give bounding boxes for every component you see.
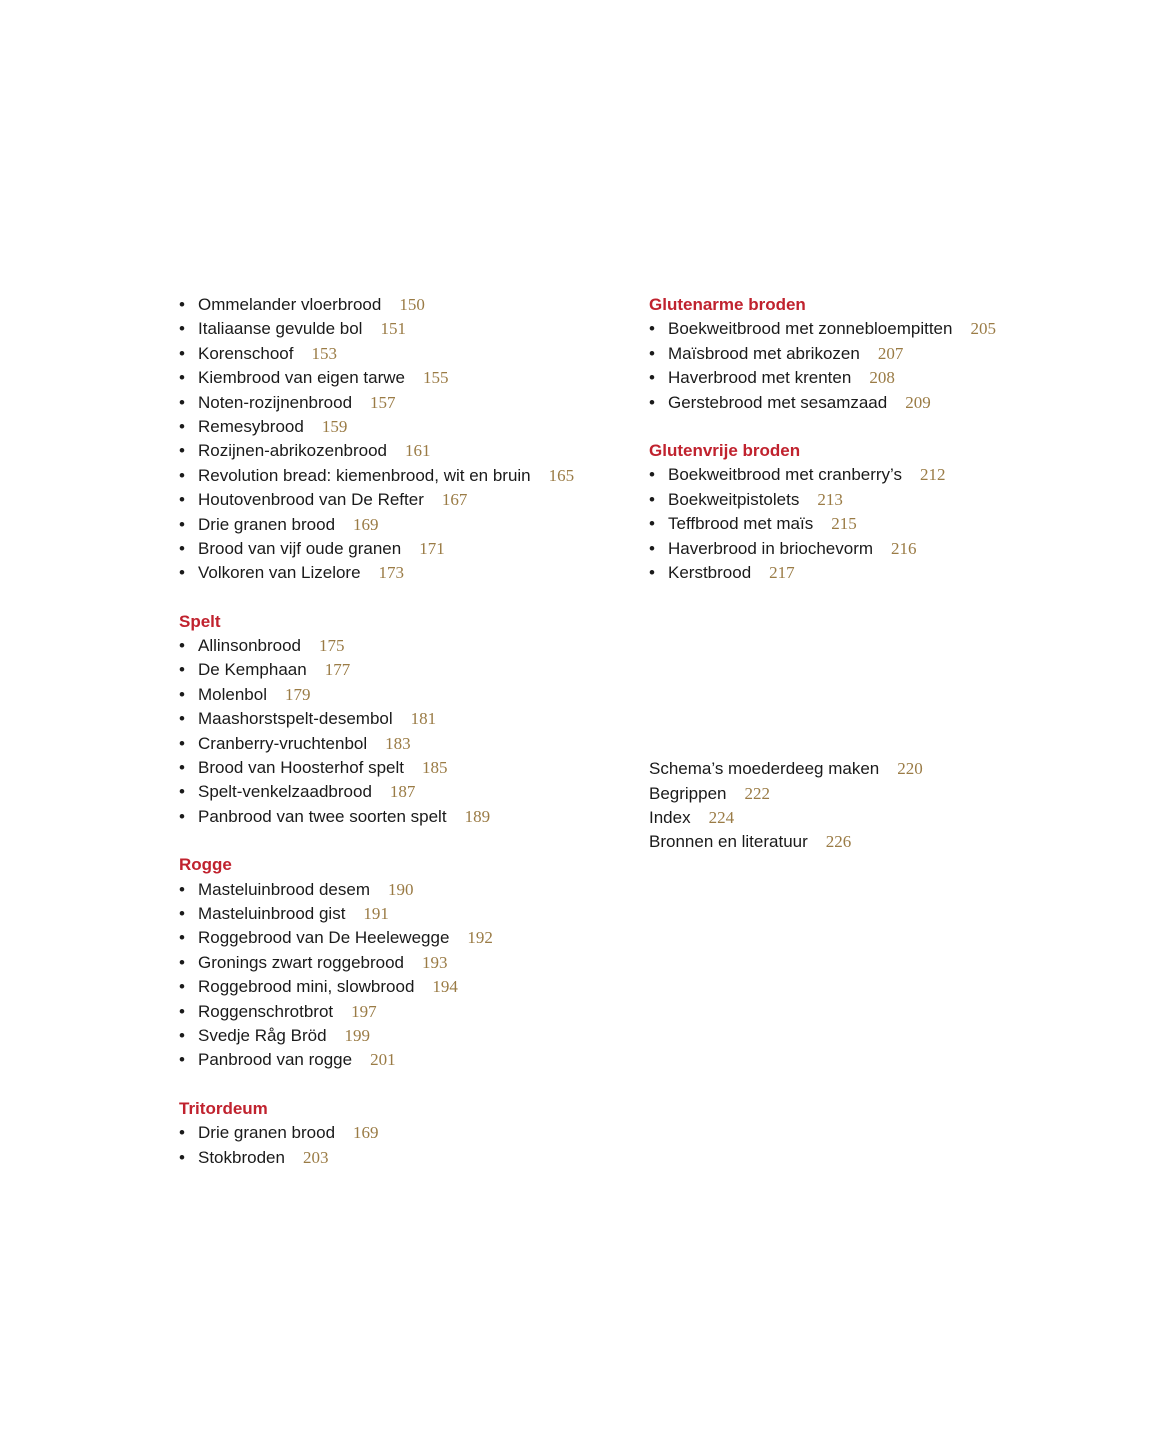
- section-heading-glutenarm: Glutenarme broden: [649, 295, 806, 314]
- entry-title: Volkoren van Lizelore: [198, 563, 361, 583]
- page-number: 217: [769, 562, 795, 582]
- page-number: 191: [363, 903, 389, 923]
- section-heading-tritordeum: Tritordeum: [179, 1098, 268, 1118]
- toc-entry[interactable]: [649, 537, 1109, 561]
- entry-title: Drie granen brood: [198, 1123, 336, 1143]
- page-number: 203: [302, 1147, 329, 1167]
- bullet-icon: •: [179, 1123, 185, 1143]
- toc-entry[interactable]: [179, 1000, 629, 1024]
- entry-title: Molenbol: [198, 684, 267, 704]
- page-number: 151: [380, 319, 406, 339]
- bullet-icon: •: [649, 514, 655, 534]
- spacer: [649, 609, 1109, 757]
- page-number: 183: [385, 733, 411, 753]
- entry-title: Brood van vijf oude granen: [198, 538, 402, 558]
- bullet-icon: •: [179, 733, 185, 753]
- bullet-icon: •: [179, 806, 185, 826]
- toc-entry[interactable]: [179, 366, 629, 390]
- entry-title: Bronnen en literatuur: [649, 832, 808, 852]
- page-number: 220: [897, 759, 923, 779]
- page-number: 171: [419, 538, 445, 558]
- bullet-icon: •: [179, 879, 185, 899]
- toc-entry[interactable]: [179, 658, 629, 682]
- bullet-icon: •: [649, 368, 655, 388]
- page-number: 167: [441, 490, 468, 510]
- entry-title: De Kemphaan: [198, 660, 307, 680]
- entry-title: Brood van Hoosterhof spelt: [198, 758, 405, 778]
- page-number: 190: [387, 879, 414, 899]
- toc-list: [649, 463, 1109, 585]
- page-number: 150: [399, 295, 425, 314]
- toc-section-spelt: [179, 610, 629, 830]
- bullet-icon: •: [179, 660, 185, 680]
- bullet-icon: •: [179, 368, 185, 388]
- toc-entry[interactable]: [179, 342, 629, 366]
- page-number: 179: [285, 684, 311, 704]
- bullet-icon: •: [179, 636, 185, 656]
- toc-entry[interactable]: [179, 634, 629, 658]
- entry-title: Remesybrood: [198, 416, 304, 436]
- toc-list: [179, 634, 629, 829]
- section-heading-spelt: Spelt: [179, 611, 221, 631]
- toc-entry[interactable]: [649, 561, 1109, 585]
- entry-title: Haverbrood in briochevorm: [668, 538, 874, 558]
- toc-entry[interactable]: [179, 805, 629, 829]
- toc-entry[interactable]: [179, 878, 629, 902]
- toc-entry[interactable]: [649, 366, 1109, 390]
- page-number: 161: [405, 441, 431, 461]
- entry-title: Noten-rozijnenbrood: [198, 392, 353, 412]
- page-number: 157: [370, 392, 396, 412]
- entry-title: Panbrood van rogge: [198, 1050, 353, 1070]
- bullet-icon: •: [179, 319, 185, 339]
- toc-entry[interactable]: [649, 782, 1109, 806]
- bullet-icon: •: [179, 903, 185, 923]
- page-number: 193: [422, 952, 448, 972]
- bullet-icon: •: [179, 1050, 185, 1070]
- bullet-icon: •: [179, 782, 185, 802]
- page-number: 205: [970, 319, 996, 339]
- toc-entry[interactable]: [179, 1024, 629, 1048]
- toc-list: [179, 878, 629, 1073]
- bullet-icon: •: [179, 684, 185, 704]
- toc-entry[interactable]: [649, 806, 1109, 830]
- entry-title: Boekweitbrood met cranberry’s: [668, 465, 903, 485]
- bullet-icon: •: [179, 1147, 185, 1167]
- bullet-icon: •: [649, 562, 655, 582]
- page-number: 201: [370, 1050, 396, 1070]
- toc-entry[interactable]: [179, 537, 629, 561]
- toc-entry[interactable]: [179, 902, 629, 926]
- page-number: 194: [432, 977, 458, 997]
- entry-title: Index: [649, 808, 691, 828]
- toc-section-appendix: [649, 757, 1109, 855]
- toc-left-column: [179, 293, 629, 1194]
- entry-title: Gerstebrood met sesamzaad: [668, 392, 888, 412]
- page-number: 226: [825, 832, 852, 852]
- toc-list: [179, 1121, 629, 1170]
- toc-entry[interactable]: [179, 293, 629, 317]
- bullet-icon: •: [179, 441, 185, 461]
- toc-entry[interactable]: [179, 683, 629, 707]
- entry-title: Roggenschrotbrot: [198, 1001, 334, 1021]
- bullet-icon: •: [649, 465, 655, 485]
- toc-entry[interactable]: [649, 391, 1109, 415]
- bullet-icon: •: [649, 489, 655, 509]
- entry-title: Begrippen: [649, 783, 727, 803]
- toc-section-tritordeum: [179, 1097, 629, 1170]
- page-number: 213: [817, 489, 843, 509]
- entry-title: Teffbrood met maïs: [668, 514, 814, 534]
- toc-list: [649, 757, 1109, 855]
- page-number: 192: [467, 928, 493, 948]
- entry-title: Ommelander vloerbrood: [198, 295, 382, 314]
- page-number: 215: [831, 514, 857, 534]
- entry-title: Kerstbrood: [668, 562, 752, 582]
- toc-list: [649, 317, 1109, 415]
- entry-title: Panbrood van twee soorten spelt: [198, 806, 447, 826]
- toc-entry[interactable]: [649, 317, 1109, 341]
- toc-entry[interactable]: [649, 757, 1109, 781]
- entry-title: Gronings zwart roggebrood: [198, 952, 405, 972]
- page-number: 177: [324, 660, 351, 680]
- toc-list: [179, 293, 629, 586]
- entry-title: Masteluinbrood gist: [198, 903, 346, 923]
- toc-section-glutenvrij: [649, 439, 1109, 585]
- entry-title: Kiembrood van eigen tarwe: [198, 368, 405, 388]
- toc-entry[interactable]: [179, 1121, 629, 1145]
- page-number: 165: [548, 465, 575, 485]
- page-number: 189: [464, 806, 491, 826]
- bullet-icon: •: [649, 392, 655, 412]
- entry-title: Roggebrood van De Heelewegge: [198, 928, 450, 948]
- toc-entry[interactable]: [649, 830, 1109, 854]
- page-number: 155: [422, 368, 449, 388]
- bullet-icon: •: [179, 928, 185, 948]
- toc-section-glutenarm: [649, 293, 1109, 415]
- toc-entry[interactable]: [179, 561, 629, 585]
- entry-title: Roggebrood mini, slowbrood: [198, 977, 415, 997]
- entry-title: Italiaanse gevulde bol: [198, 319, 363, 339]
- toc-entry[interactable]: [179, 707, 629, 731]
- entry-title: Houtovenbrood van De Refter: [198, 490, 424, 510]
- entry-title: Haverbrood met krenten: [668, 368, 852, 388]
- page-number: 169: [353, 1123, 379, 1143]
- bullet-icon: •: [179, 977, 185, 997]
- page-number: 175: [319, 636, 345, 656]
- page-number: 212: [920, 465, 946, 485]
- toc-entry[interactable]: [179, 732, 629, 756]
- toc-entry[interactable]: [179, 756, 629, 780]
- toc-entry[interactable]: [179, 780, 629, 804]
- toc-entry[interactable]: [179, 391, 629, 415]
- bullet-icon: •: [179, 392, 185, 412]
- toc-entry[interactable]: [179, 439, 629, 463]
- toc-section-intro: [179, 293, 629, 586]
- toc-entry[interactable]: [179, 1146, 629, 1170]
- entry-title: Svedje Råg Bröd: [198, 1025, 327, 1045]
- entry-title: Maashorstspelt-desembol: [198, 709, 393, 729]
- entry-title: Boekweitbrood met zonnebloempitten: [668, 319, 953, 339]
- bullet-icon: •: [649, 343, 655, 363]
- page-number: 209: [905, 392, 931, 412]
- entry-title: Allinsonbrood: [198, 636, 302, 656]
- entry-title: Spelt-venkelzaadbrood: [198, 782, 372, 802]
- page-number: 187: [389, 782, 416, 802]
- page-number: 222: [744, 783, 771, 803]
- page-number: 224: [708, 808, 735, 828]
- toc-section-rogge: [179, 853, 629, 1073]
- toc-entry[interactable]: [649, 342, 1109, 366]
- bullet-icon: •: [649, 538, 655, 558]
- bullet-icon: •: [179, 490, 185, 510]
- page-number: 173: [378, 563, 405, 583]
- section-heading-glutenvrij: Glutenvrije broden: [649, 440, 801, 460]
- toc-entry[interactable]: [179, 464, 629, 488]
- page-number: 207: [877, 343, 904, 363]
- bullet-icon: •: [179, 1001, 185, 1021]
- toc-entry[interactable]: [179, 415, 629, 439]
- bullet-icon: •: [179, 563, 185, 583]
- bullet-icon: •: [179, 1025, 185, 1045]
- bullet-icon: •: [179, 952, 185, 972]
- section-heading-rogge: Rogge: [179, 855, 232, 875]
- entry-title: Stokbroden: [198, 1147, 285, 1167]
- toc-entry[interactable]: [179, 926, 629, 950]
- entry-title: Maïsbrood met abrikozen: [668, 343, 860, 363]
- entry-title: Revolution bread: kiemenbrood, wit en bruin: [198, 465, 531, 485]
- entry-title: Schema’s moederdeeg maken: [649, 759, 880, 779]
- bullet-icon: •: [179, 709, 185, 729]
- page-number: 199: [344, 1025, 371, 1045]
- toc-right-column: [649, 293, 1109, 879]
- bullet-icon: •: [179, 465, 185, 485]
- entry-title: Rozijnen-abrikozenbrood: [198, 441, 388, 461]
- bullet-icon: •: [179, 416, 185, 436]
- page-number: 197: [351, 1001, 377, 1021]
- page-number: 181: [410, 709, 437, 729]
- page-number: 216: [891, 538, 917, 558]
- page-number: 159: [321, 416, 348, 436]
- page-number: 153: [311, 343, 337, 363]
- page-number: 169: [353, 514, 379, 534]
- entry-title: Drie granen brood: [198, 514, 336, 534]
- toc-entry[interactable]: [179, 951, 629, 975]
- toc-entry[interactable]: [179, 975, 629, 999]
- entry-title: Boekweitpistolets: [668, 489, 800, 509]
- entry-title: Korenschoof: [198, 343, 294, 363]
- entry-title: Masteluinbrood desem: [198, 879, 370, 899]
- page-number: 185: [422, 758, 448, 778]
- bullet-icon: •: [179, 758, 185, 778]
- bullet-icon: •: [179, 514, 185, 534]
- toc-entry[interactable]: [649, 512, 1109, 536]
- bullet-icon: •: [179, 538, 185, 558]
- toc-entry[interactable]: [649, 463, 1109, 487]
- toc-entry[interactable]: [179, 1048, 629, 1072]
- bullet-icon: •: [179, 343, 185, 363]
- bullet-icon: •: [649, 319, 655, 339]
- toc-entry[interactable]: [179, 317, 629, 341]
- toc-entry[interactable]: [179, 488, 629, 512]
- bullet-icon: •: [179, 295, 185, 314]
- entry-title: Cranberry-vruchtenbol: [198, 733, 368, 753]
- page-number: 208: [869, 368, 895, 388]
- toc-entry[interactable]: [179, 513, 629, 537]
- toc-entry[interactable]: [649, 488, 1109, 512]
